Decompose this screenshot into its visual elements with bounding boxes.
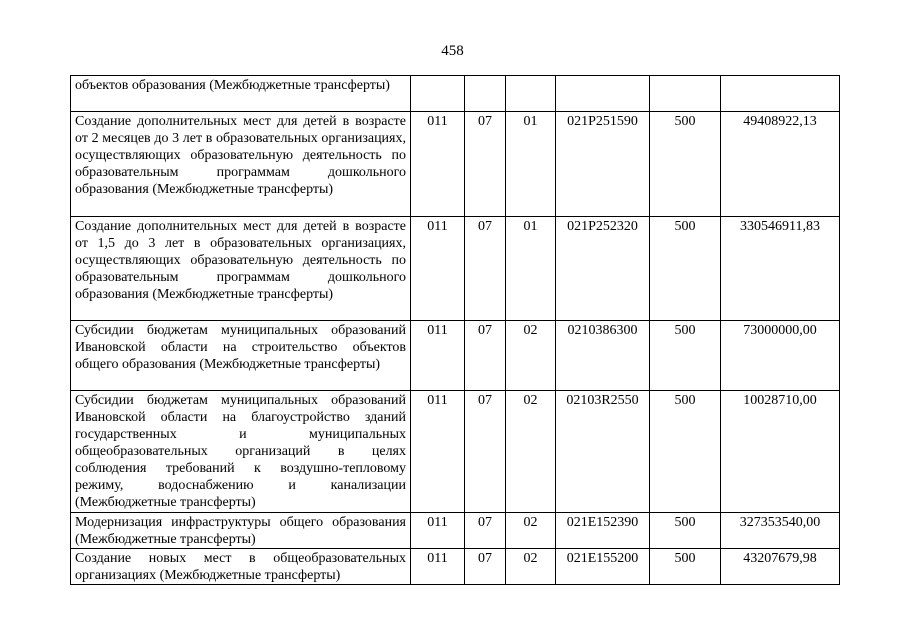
table-row [71,391,840,513]
amount: 43207679,98 [721,549,840,585]
target-article-code: 021E152390 [556,513,650,549]
table-row [71,513,840,549]
section-code [465,76,506,112]
expense-type-code: 500 [650,321,721,391]
amount: 49408922,13 [721,112,840,217]
subsection-code: 01 [506,217,556,321]
table-row [71,549,840,585]
subsection-code: 02 [506,513,556,549]
ministry-code: 011 [411,513,465,549]
budget-table [70,75,840,585]
ministry-code: 011 [411,391,465,513]
section-code: 07 [465,217,506,321]
target-article-code: 021P251590 [556,112,650,217]
row-description: Субсидии бюджетам муниципальных образований Ивановской области на благоустройство зданий государственных и муниципальных общеобразовательных организаций в целях соблюдения требований к воздушно-тепловому режиму, водоснабжению и канализации (Межбюджетные трансферты) [71,391,411,513]
target-article-code: 021E155200 [556,549,650,585]
section-code: 07 [465,321,506,391]
amount: 330546911,83 [721,217,840,321]
ministry-code: 011 [411,549,465,585]
table-row [71,321,840,391]
section-code: 07 [465,112,506,217]
ministry-code: 011 [411,321,465,391]
table-row [71,217,840,321]
ministry-code: 011 [411,112,465,217]
amount: 73000000,00 [721,321,840,391]
target-article-code: 021P252320 [556,217,650,321]
expense-type-code: 500 [650,112,721,217]
subsection-code: 02 [506,549,556,585]
row-description: Субсидии бюджетам муниципальных образований Ивановской области на строительство объектов общего образования (Межбюджетные трансферты) [71,321,411,391]
section-code: 07 [465,513,506,549]
table-row [71,76,840,112]
subsection-code: 01 [506,112,556,217]
amount: 327353540,00 [721,513,840,549]
section-code: 07 [465,391,506,513]
row-description: объектов образования (Межбюджетные трансферты) [71,76,411,112]
expense-type-code: 500 [650,391,721,513]
ministry-code [411,76,465,112]
page-number: 458 [441,43,464,59]
amount: 10028710,00 [721,391,840,513]
amount [721,76,840,112]
row-description: Создание дополнительных мест для детей в возрасте от 2 месяцев до 3 лет в образовательных организациях, осуществляющих образовательную деятельность по образовательным программам дошкольного образования (Межбюджетные трансферты) [71,112,411,217]
row-description: Создание новых мест в общеобразовательных организациях (Межбюджетные трансферты) [71,549,411,585]
target-article-code: 02103R2550 [556,391,650,513]
subsection-code: 02 [506,321,556,391]
row-description: Модернизация инфраструктуры общего образования (Межбюджетные трансферты) [71,513,411,549]
table-row [71,112,840,217]
target-article-code: 0210386300 [556,321,650,391]
ministry-code: 011 [411,217,465,321]
subsection-code: 02 [506,391,556,513]
subsection-code [506,76,556,112]
expense-type-code: 500 [650,513,721,549]
section-code: 07 [465,549,506,585]
expense-type-code: 500 [650,217,721,321]
expense-type-code: 500 [650,549,721,585]
target-article-code [556,76,650,112]
row-description: Создание дополнительных мест для детей в возрасте от 1,5 до 3 лет в образовательных организациях, осуществляющих образовательную деятельность по образовательным программам дошкольного образования (Межбюджетные трансферты) [71,217,411,321]
expense-type-code [650,76,721,112]
